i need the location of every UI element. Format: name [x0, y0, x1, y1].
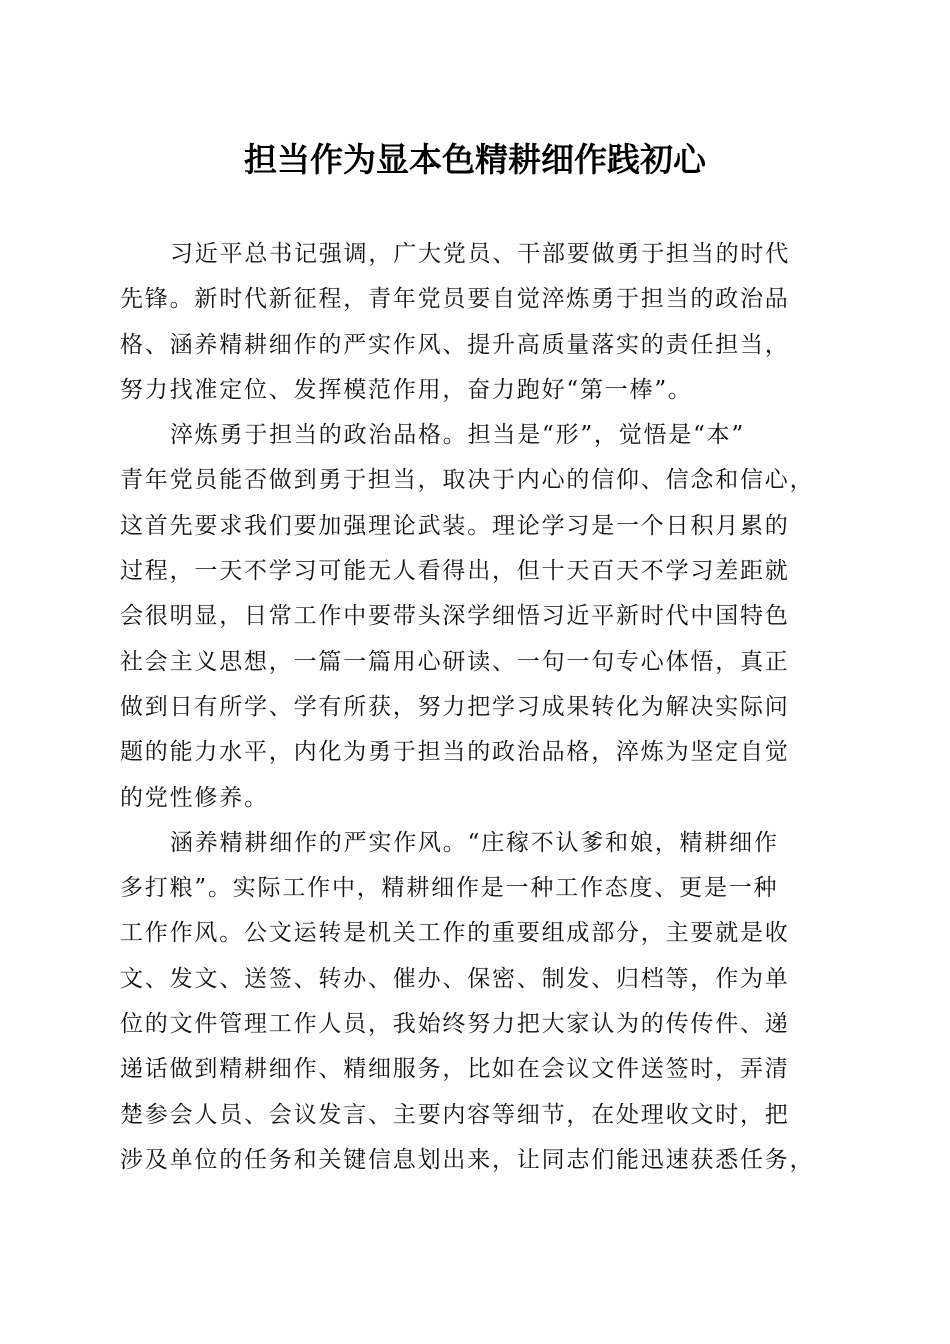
paragraph-3-line-1: 涵养精耕细作的严实作风。“庄稼不认爹和娘，精耕细作 — [170, 829, 779, 856]
paragraph-3-line-8: 涉及单位的任务和关键信息划出来，让同志们能迅速获悉任务， — [120, 1146, 815, 1173]
paragraph-2-line-9: 的党性修养。 — [120, 784, 269, 811]
document-body — [120, 232, 840, 1183]
paragraph-1-line-2: 先锋。新时代新征程，青年党员要自觉淬炼勇于担当的政治品 — [120, 286, 790, 313]
paragraph-3-line-5: 位的文件管理工作人员，我始终努力把大家认为的传传件、递 — [120, 1011, 790, 1038]
paragraph-3-line-6: 递话做到精耕细作、精细服务，比如在会议文件送签时，弄清 — [120, 1056, 790, 1083]
paragraph-2-line-1: 淬炼勇于担当的政治品格。担当是“形”，觉悟是“本” — [170, 422, 746, 449]
paragraph-1-line-1: 习近平总书记强调，广大党员、干部要做勇于担当的时代 — [170, 241, 790, 267]
paragraph-2-line-3: 这首先要求我们要加强理论武装。理论学习是一个日积月累的 — [120, 512, 790, 539]
paragraph-3-line-3: 工作作风。公文运转是机关工作的重要组成部分，主要就是收 — [120, 920, 790, 947]
paragraph-2-line-4: 过程，一天不学习可能无人看得出，但十天百天不学习差距就 — [120, 558, 790, 585]
paragraph-2-line-2: 青年党员能否做到勇于担当，取决于内心的信仰、信念和信心， — [120, 467, 815, 494]
paragraph-2-line-5: 会很明显，日常工作中要带头深学细悟习近平新时代中国特色 — [120, 603, 790, 630]
paragraph-1-line-3: 格、涵养精耕细作的严实作风、提升高质量落实的责任担当， — [120, 331, 790, 358]
paragraph-3-line-2: 多打粮”。实际工作中，精耕细作是一种工作态度、更是一种 — [120, 875, 779, 902]
paragraph-1-line-4: 努力找准定位、发挥模范作用，奋力跑好“第一棒”。 — [120, 376, 693, 403]
paragraph-2-line-8: 题的能力水平，内化为勇于担当的政治品格，淬炼为坚定自觉 — [120, 739, 790, 766]
paragraph-2-line-6: 社会主义思想，一篇一篇用心研读、一句一句专心体悟，真正 — [120, 648, 790, 675]
paragraph-3-line-4: 文、发文、送签、转办、催办、保密、制发、归档等，作为单 — [120, 965, 790, 992]
paragraph-3-line-7: 楚参会人员、会议发言、主要内容等细节，在处理收文时，把 — [120, 1101, 790, 1128]
paragraph-2-line-7: 做到日有所学、学有所获，努力把学习成果转化为解决实际问 — [120, 693, 790, 720]
document-title: 担当作为显本色精耕细作践初心 — [244, 140, 706, 179]
